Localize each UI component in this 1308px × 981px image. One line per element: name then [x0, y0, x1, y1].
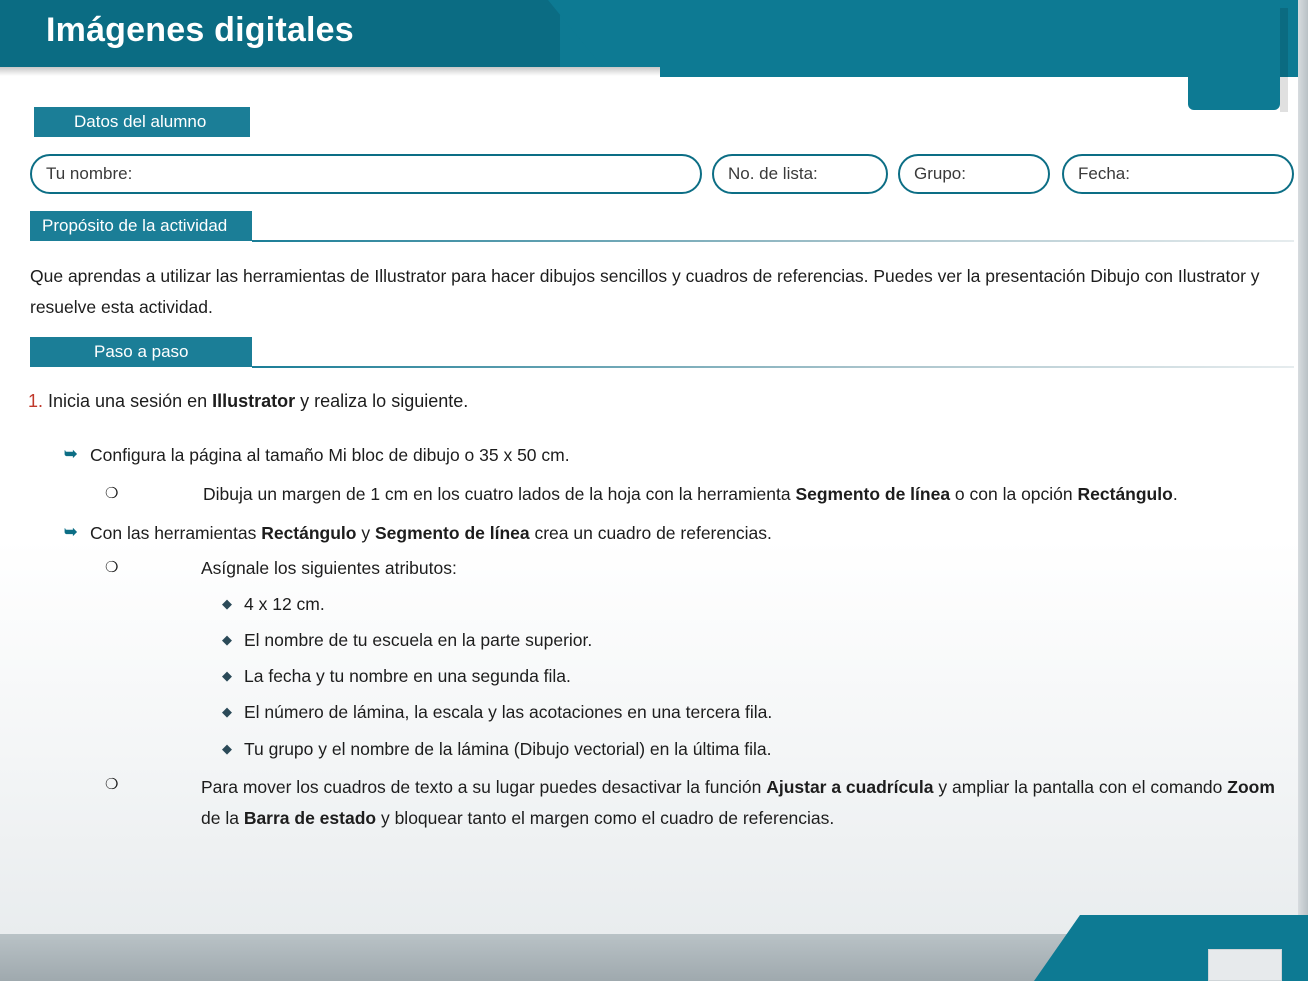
field-label-fecha: Fecha: [1078, 164, 1130, 183]
section-heading-label: Propósito de la actividad [42, 216, 228, 235]
list-item-label: Dibuja un margen de 1 cm en los cuatro lados de la hoja con la herramienta Segmento de línea o con la opción Rectángulo. [203, 484, 1178, 504]
field-grupo[interactable] [898, 154, 1050, 194]
section-rule-paso-a-paso [252, 366, 1294, 368]
section-heading-datos-del-alumno [34, 107, 250, 137]
ring-bullet-icon: ❍ [105, 559, 119, 576]
list-item [105, 481, 1285, 507]
step-item-1 [28, 391, 468, 412]
purpose-paragraph [30, 261, 1280, 323]
purpose-line-1: Que aprendas a utilizar las herramientas de Illustrator para hacer dibujos sencillos y cuadros de referencias. Puedes ver la presentación Dibujo con [30, 266, 1173, 286]
section-heading-label: Datos del alumno [74, 112, 207, 131]
list-item-label: La fecha y tu nombre en una segunda fila. [244, 666, 571, 686]
list-item [64, 442, 1264, 468]
list-item-label: Para mover los cuadros de texto a su lugar puedes desactivar la función Ajustar a cuadrícula y ampliar la pantalla con el comando Zoom de la Barra de estado y bloquear tanto el margen como el cuadro de referencias. [201, 777, 1275, 828]
ring-bullet-icon: ❍ [105, 485, 119, 502]
footer-corner-box [1208, 949, 1282, 981]
header-corner-tab-shadow [1280, 8, 1288, 112]
list-item-label: Asígnale los siguientes atributos: [201, 558, 457, 578]
header-shadow [0, 67, 660, 76]
list-item-label: Configura la página al tamaño Mi bloc de dibujo o 35 x 50 cm. [90, 445, 570, 465]
list-item [222, 627, 1282, 653]
page-title: Imágenes digitales [46, 11, 354, 49]
list-item [222, 663, 1282, 689]
ring-bullet-icon: ❍ [105, 776, 119, 793]
list-item [222, 591, 1282, 617]
arrow-bullet-icon: ➥ [64, 446, 78, 463]
field-fecha[interactable] [1062, 154, 1294, 194]
list-item-label: El número de lámina, la escala y las acotaciones en una tercera fila. [244, 702, 773, 722]
list-item-label: El nombre de tu escuela en la parte superior. [244, 630, 593, 650]
list-item [105, 555, 1285, 581]
page-right-edge [1298, 0, 1308, 981]
list-item-label: Tu grupo y el nombre de la lámina (Dibujo vectorial) en la última fila. [244, 739, 772, 759]
field-label-grupo: Grupo: [914, 164, 966, 183]
step-text-after: y realiza lo siguiente. [295, 391, 469, 411]
section-heading-proposito [30, 211, 252, 241]
section-rule-proposito [252, 240, 1294, 242]
field-label-tu-nombre: Tu nombre: [46, 164, 133, 183]
list-item [105, 772, 1285, 834]
list-item [64, 520, 1264, 546]
diamond-bullet-icon: ◆ [222, 632, 232, 647]
list-item-label: Con las herramientas Rectángulo y Segmento de línea crea un cuadro de referencias. [90, 523, 772, 543]
diamond-bullet-icon: ◆ [222, 704, 232, 719]
header-corner-tab [1188, 0, 1280, 110]
diamond-bullet-icon: ◆ [222, 741, 232, 756]
step-text-before: Inicia una sesión en [43, 391, 213, 411]
diamond-bullet-icon: ◆ [222, 668, 232, 683]
section-heading-paso-a-paso [30, 337, 252, 367]
arrow-bullet-icon: ➥ [64, 524, 78, 541]
section-heading-label: Paso a paso [94, 342, 189, 361]
field-tu-nombre[interactable] [30, 154, 702, 194]
list-item [222, 736, 1282, 762]
step-number: 1. [28, 391, 44, 411]
list-item [222, 699, 1282, 725]
field-no-de-lista[interactable] [712, 154, 888, 194]
field-label-no-de-lista: No. de lista: [728, 164, 818, 183]
purpose-line-2: Ilustrator y resuelve esta actividad. [30, 266, 1260, 317]
step-text-bold: Illustrator [212, 391, 296, 411]
list-item-label: 4 x 12 cm. [244, 594, 325, 614]
diamond-bullet-icon: ◆ [222, 596, 232, 611]
